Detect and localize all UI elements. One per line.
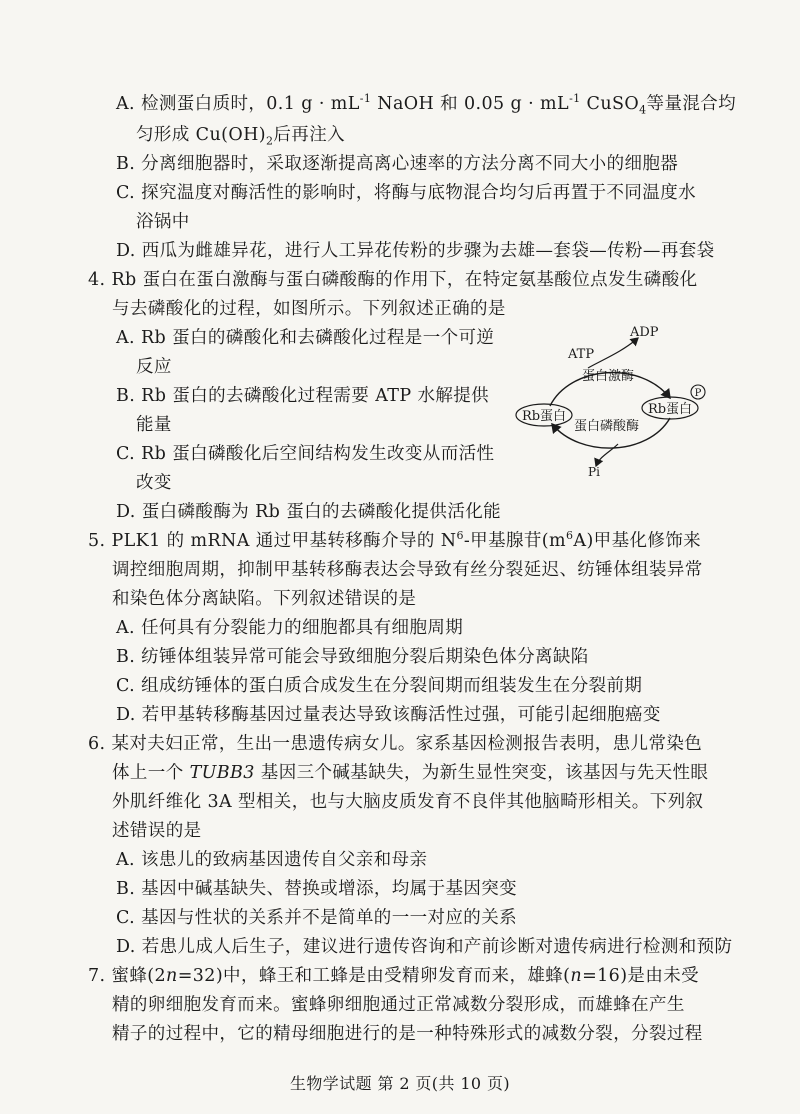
q4-stem-cont: 与去磷酸化的过程，如图所示。下列叙述正确的是 [112,299,506,319]
q6-stem-cont-1: 体上一个 TUBB3 基因三个碱基缺失，为新生显性突变，该基因与先天性眼 [112,763,709,783]
q5-stem-cont-1: 调控细胞周期，抑制甲基转移酶表达会导致有丝分裂延迟、纺锤体组装异常 [112,560,703,580]
q3-option-b: B. 分离细胞器时，采取逐渐提高离心速率的方法分离不同大小的细胞器 [116,154,679,174]
q7-stem: 7. 蜜蜂(2n=32)中，蜂王和工蜂是由受精卵发育而来，雄蜂(n=16)是由未受 [88,966,700,986]
q3-option-c-cont: 浴锅中 [136,212,190,232]
q4-option-c: C. Rb 蛋白磷酸化后空间结构发生改变从而活性 [116,444,495,464]
q4-option-c-cont: 改变 [136,473,172,493]
q5-option-b: B. 纺锤体组装异常可能会导致细胞分裂后期染色体分离缺陷 [116,647,589,667]
q6-option-c: C. 基因与性状的关系并不是简单的一一对应的关系 [116,908,517,928]
q3-option-c: C. 探究温度对酶活性的影响时，将酶与底物混合均匀后再置于不同温度水 [116,183,696,203]
atp-adp-arrow [588,338,638,368]
q6-option-a: A. 该患儿的致病基因遗传自父亲和母亲 [116,850,428,870]
q6-stem-cont-3: 述错误的是 [112,821,202,841]
q4-option-d: D. 蛋白磷酸酶为 Rb 蛋白的去磷酸化提供活化能 [116,502,502,522]
rb-protein-left: Rb蛋白 [521,409,567,424]
q7-stem-cont-2: 精子的过程中，它的精母细胞进行的是一种特殊形式的减数分裂，分裂过程 [112,1024,703,1044]
phosphate-mark: P [694,388,702,399]
kinase-label: 蛋白激酶 [582,369,635,384]
rb-protein-right: Rb蛋白 [647,402,693,417]
q5-option-d: D. 若甲基转移酶基因过量表达导致该酶活性过强，可能引起细胞癌变 [116,705,661,725]
q4-option-b: B. Rb 蛋白的去磷酸化过程需要 ATP 水解提供 [116,386,490,406]
q6-stem-cont-2: 外肌纤维化 3A 型相关，也与大脑皮质发育不良伴其他脑畸形相关。下列叙 [112,792,704,812]
q3-option-d: D. 西瓜为雌雄异花，进行人工异花传粉的步骤为去雄—套袋—传粉—再套袋 [116,241,715,261]
q5-stem: 5. PLK1 的 mRNA 通过甲基转移酶介导的 $N^6-$甲基腺苷$(m^6A)$甲基化修饰来 [88,529,702,551]
q6-stem: 6. 某对夫妇正常，生出一患遗传病女儿。家系基因检测报告表明，患儿常染色 [88,734,703,754]
q7-stem-cont-1: 精的卵细胞发育而来。蜜蜂卵细胞通过正常减数分裂形成，而雄蜂在产生 [112,995,685,1015]
adp-label: ADP [630,325,659,340]
pi-label: Pi [588,465,600,479]
rb-phosphorylation-diagram [510,318,710,478]
atp-label: ATP [568,347,595,362]
q5-stem-cont-2: 和染色体分离缺陷。下列叙述错误的是 [112,589,417,609]
q4-option-a-cont: 反应 [136,357,172,377]
phosphatase-label: 蛋白磷酸酶 [574,419,640,434]
q3-option-a-cont: 匀形成 $Cu(OH)_2$后再注入 [136,125,346,148]
q5-option-a: A. 任何具有分裂能力的细胞都具有细胞周期 [116,618,464,638]
q6-option-b: B. 基因中碱基缺失、替换或增添，均属于基因突变 [116,879,518,899]
q4-option-b-cont: 能量 [136,415,172,435]
q5-option-c: C. 组成纺锤体的蛋白质合成发生在分裂间期而组装发生在分裂前期 [116,676,643,696]
q3-option-a: A. 检测蛋白质时，0.1 $g \cdot mL^{-1}$ NaOH 和 0.05 $g \cdot mL^{-1}$ CuSO$_4$等量混合均 [116,92,737,117]
page-footer: 生物学试题 第 2 页(共 10 页) [289,1074,511,1093]
q4-option-a: A. Rb 蛋白的磷酸化和去磷酸化过程是一个可逆 [116,328,495,348]
q6-option-d: D. 若患儿成人后生子，建议进行遗传咨询和产前诊断对遗传病进行检测和预防 [116,937,733,957]
q4-stem: 4. Rb 蛋白在蛋白激酶与蛋白磷酸酶的作用下，在特定氨基酸位点发生磷酸化 [88,270,698,290]
